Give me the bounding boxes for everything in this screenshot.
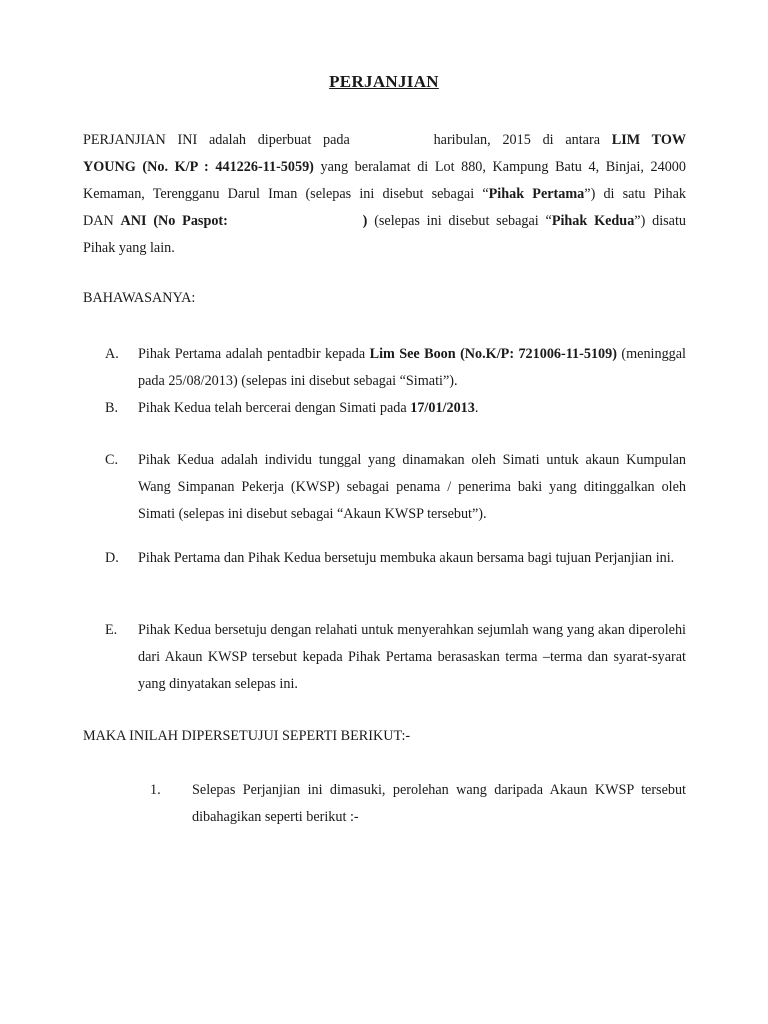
party-one-label: Pihak Pertama bbox=[488, 186, 585, 202]
clause-number: 1. bbox=[150, 782, 161, 798]
recital-text: Pihak Kedua adalah individu tunggal yang dinamakan oleh Simati untuk akaun Kumpulan Wang Simpanan Pekerja (KWSP) sebagai penama / penerima baki yang ditinggalkan oleh Simati (selepas ini disebut sebagai “Akaun KWSP tersebut”). bbox=[138, 452, 686, 522]
intro-text: haribulan, bbox=[433, 132, 491, 148]
document-title: PERJANJIAN bbox=[329, 72, 439, 91]
recital-text bbox=[138, 395, 686, 422]
recitals-heading: BAHAWASANYA: bbox=[83, 290, 196, 306]
divorce-date: 17/01/2013 bbox=[410, 400, 475, 416]
deceased-name: Lim See Boon (No.K/P: 721006-11-5109) bbox=[369, 346, 617, 362]
intro-text: (selepas ini disebut sebagai “ bbox=[374, 213, 552, 229]
party-two-label: Pihak Kedua bbox=[551, 213, 635, 229]
recital-marker: A. bbox=[105, 346, 119, 362]
recital-marker: C. bbox=[105, 452, 119, 468]
recital-e bbox=[105, 617, 686, 698]
intro-line-1 bbox=[83, 127, 686, 154]
clause-text: Selepas Perjanjian ini dimasuki, perolehan wang daripada Akaun KWSP tersebut dibahagikan seperti berikut :- bbox=[192, 782, 686, 825]
recital-d bbox=[105, 545, 686, 572]
intro-text: yang beralamat di Lot 880, Kampung Batu 4, Binjai, 24000 bbox=[320, 159, 686, 175]
party-two-name: ANI (No Paspot: bbox=[120, 213, 228, 229]
recital-c bbox=[105, 447, 686, 528]
recital-text: Pihak Pertama dan Pihak Kedua bersetuju membuka akaun bersama bagi tujuan Perjanjian ini. bbox=[138, 550, 675, 566]
intro-line-5: Pihak yang lain. bbox=[83, 240, 175, 256]
intro-text: Kemaman, Terengganu Darul Iman (selepas ini disebut sebagai “ bbox=[83, 186, 489, 202]
intro-line-4 bbox=[83, 208, 686, 235]
party-one-id: YOUNG (No. K/P : 441226-11-5059) bbox=[83, 159, 314, 175]
recital-marker: E. bbox=[105, 622, 118, 638]
recital-b bbox=[105, 395, 686, 422]
intro-line-3 bbox=[83, 181, 686, 208]
intro-text: ”) disatu bbox=[634, 213, 686, 229]
recital-marker: D. bbox=[105, 550, 119, 566]
intro-text: ”) di satu Pihak bbox=[584, 186, 686, 202]
recital-marker: B. bbox=[105, 400, 119, 416]
intro-line-2 bbox=[83, 154, 686, 181]
party-one-name: LIM TOW bbox=[611, 132, 687, 148]
intro-text: PERJANJIAN INI adalah diperbuat pada bbox=[83, 132, 350, 148]
intro-paragraph bbox=[83, 127, 686, 262]
recital-a bbox=[105, 341, 686, 395]
recital-text-part: Pihak Kedua telah bercerai dengan Simati pada bbox=[138, 400, 411, 416]
intro-year: 2015 bbox=[502, 132, 531, 148]
recital-text-part: . bbox=[474, 400, 479, 416]
intro-text: DAN bbox=[83, 213, 114, 229]
recital-text-part: (meninggal pada 25/08/2013) (selepas ini disebut sebagai “Simati”). bbox=[138, 346, 687, 389]
intro-text: ) bbox=[362, 213, 368, 229]
recital-text-part: Pihak Pertama adalah pentadbir kepada bbox=[138, 346, 370, 362]
recital-text: Pihak Kedua bersetuju dengan relahati untuk menyerahkan sejumlah wang yang akan diperolehi dari Akaun KWSP tersebut kepada Pihak Pertama berasaskan terma –terma dan syarat-syarat yang dinyatakan selepas ini. bbox=[138, 622, 686, 692]
agreement-heading: MAKA INILAH DIPERSETUJUI SEPERTI BERIKUT:- bbox=[83, 728, 411, 744]
intro-text: di antara bbox=[542, 132, 600, 148]
clause-1 bbox=[150, 777, 686, 831]
recital-text bbox=[138, 341, 686, 395]
